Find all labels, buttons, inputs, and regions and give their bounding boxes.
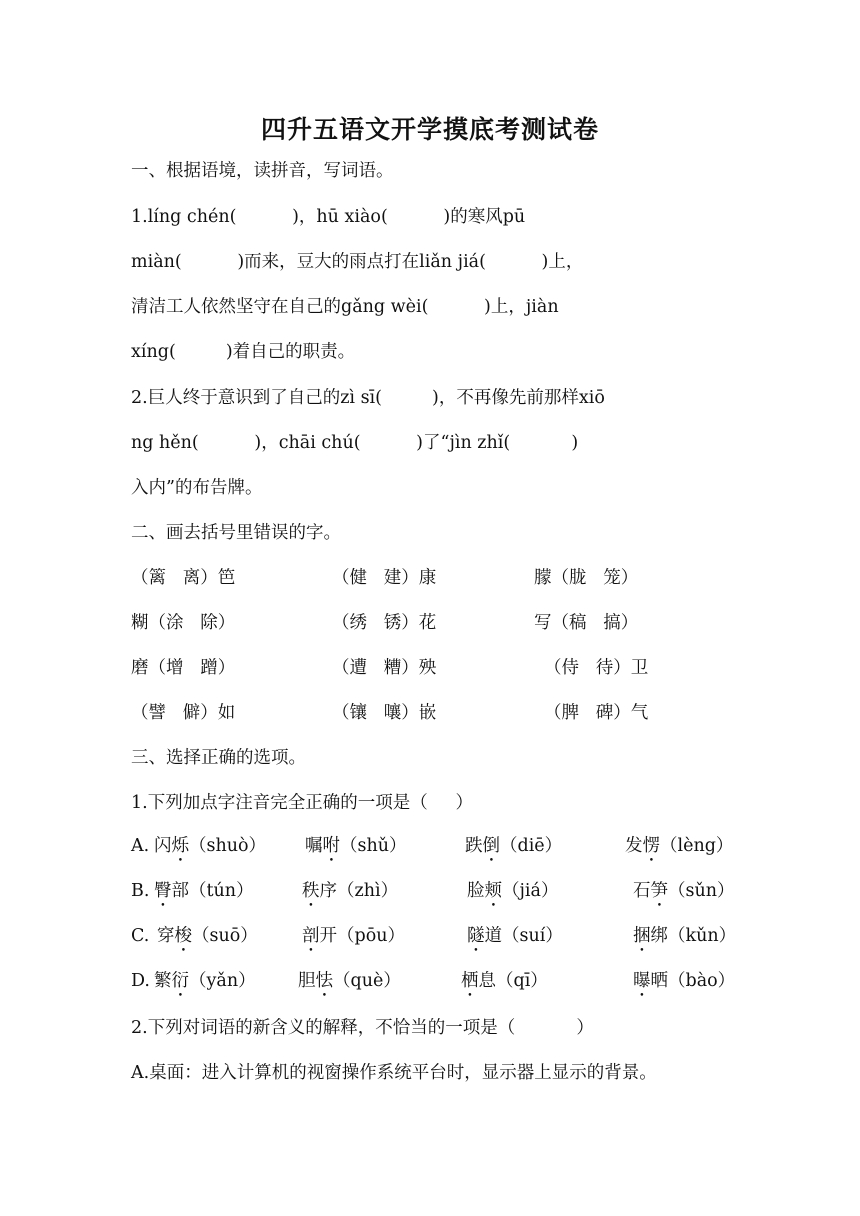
section2-heading: 二、画去括号里错误的字。 <box>131 523 341 543</box>
s3-q1-option-b <box>0 878 860 904</box>
option-label: A. <box>131 836 150 856</box>
s3-q1-option-c <box>0 923 860 949</box>
option-item: 发愣（lèng） <box>625 836 734 856</box>
option-item: 曝晒（bào） <box>633 971 736 991</box>
option-item: 闪烁（shuò） <box>154 836 267 856</box>
option-item: 栖息（qī） <box>461 971 548 991</box>
s1-q1-line3: 清洁工人依然坚守在自己的gǎng wèi( )上，jiàn <box>131 297 559 317</box>
s2-item: 磨（增 蹭） <box>131 658 236 678</box>
s1-q1-line4: xíng( )着自己的职责。 <box>131 342 356 362</box>
s2-item: （健 建）康 <box>332 568 437 588</box>
option-item: 隧道（suí） <box>467 926 563 946</box>
s1-q2-line1: 2.巨人终于意识到了自己的zì sī( )，不再像先前那样xiō <box>131 388 605 408</box>
s1-q1-line2: miàn( )而来，豆大的雨点打在liǎn jiá( )上， <box>131 252 584 272</box>
s3-q1-stem: 1.下列加点字注音完全正确的一项是（ ） <box>131 793 474 813</box>
option-item: 穿梭（suō） <box>157 926 258 946</box>
s2-item: （绣 锈）花 <box>332 613 437 633</box>
s3-q2-option-a: A.桌面：进入计算机的视窗操作系统平台时，显示器上显示的背景。 <box>131 1063 657 1083</box>
s2-row <box>0 610 860 636</box>
s1-q1-line1: 1.líng chén( )，hū xiào( )的寒风pū <box>131 207 526 227</box>
page-title: 四升五语文开学摸底考测试卷 <box>260 115 599 144</box>
option-item: 胆怯（què） <box>298 971 401 991</box>
option-label: B. <box>131 881 150 901</box>
s1-q2-line2: ng hěn( )，chāi chú( )了“jìn zhǐ( ) <box>131 433 579 453</box>
option-label: D. <box>131 971 150 991</box>
option-item: 臀部（tún） <box>154 881 254 901</box>
s2-item: 糊（涂 除） <box>131 613 236 633</box>
s2-item: （篱 离）笆 <box>131 568 236 588</box>
s3-q1-option-d <box>0 968 860 994</box>
s1-q2-line3: 入内”的布告牌。 <box>131 478 263 498</box>
option-item: 跌倒（diē） <box>465 836 563 856</box>
option-item: 秩序（zhì） <box>302 881 399 901</box>
option-item: 繁衍（yǎn） <box>154 971 256 991</box>
option-label: C. <box>131 926 150 946</box>
s2-item: （譬 僻）如 <box>131 703 236 723</box>
s3-q2-stem: 2.下列对词语的新含义的解释，不恰当的一项是（ ） <box>131 1018 594 1038</box>
s3-q1-option-a <box>0 833 860 859</box>
s2-item: （镶 嚷）嵌 <box>332 703 437 723</box>
s2-row <box>0 565 860 591</box>
option-item: 嘱咐（shǔ） <box>305 836 407 856</box>
s2-row <box>0 655 860 681</box>
s2-item: （脾 碑）气 <box>544 703 649 723</box>
s2-row <box>0 700 860 726</box>
s2-item: 朦（胧 笼） <box>534 568 639 588</box>
option-item: 脸颊（jiá） <box>467 881 559 901</box>
section1-heading: 一、根据语境，读拼音，写词语。 <box>131 161 394 181</box>
option-item: 捆绑（kǔn） <box>633 926 737 946</box>
section3-heading: 三、选择正确的选项。 <box>131 748 306 768</box>
s2-item: （遭 糟）殃 <box>332 658 437 678</box>
s2-item: 写（稿 搞） <box>534 613 639 633</box>
option-item: 剖开（pōu） <box>302 926 406 946</box>
option-item: 石笋（sǔn） <box>633 881 735 901</box>
s2-item: （侍 待）卫 <box>544 658 649 678</box>
